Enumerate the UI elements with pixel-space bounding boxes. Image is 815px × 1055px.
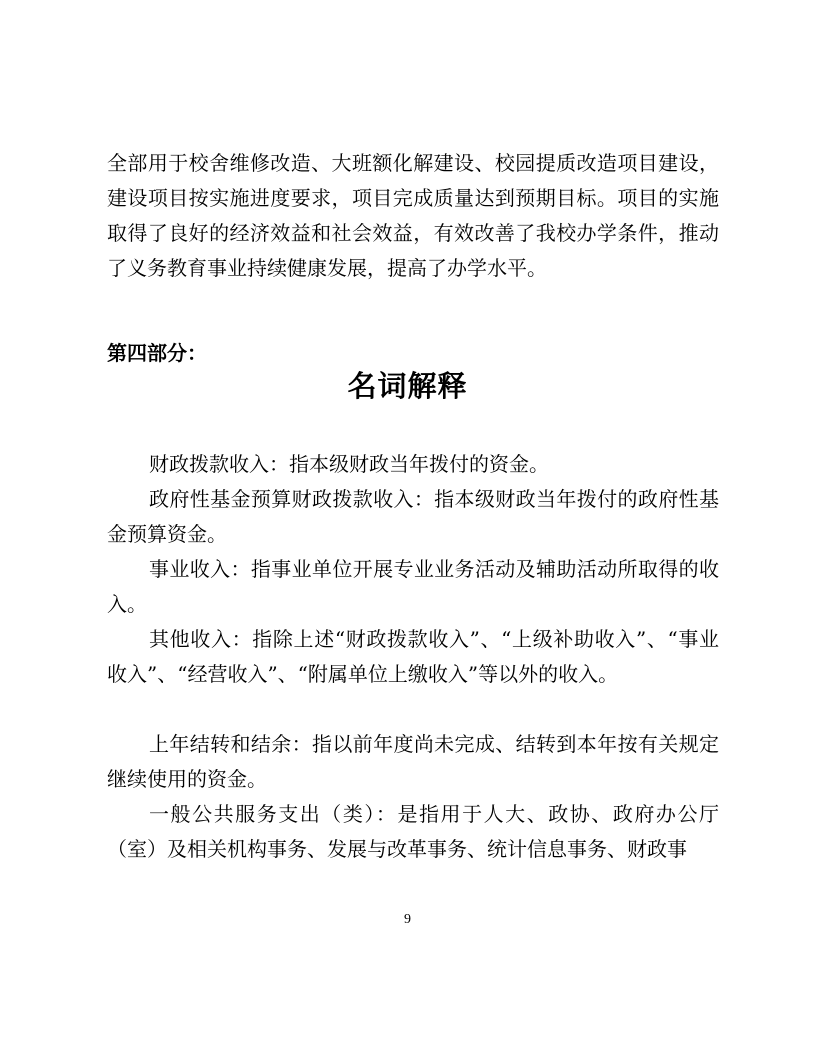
definition-paragraph: 其他收入：指除上述“财政拨款收入”、“上级补助收入”、“事业收入”、“经营收入”、“附属单位上缴收入”等以外的收入。	[107, 627, 719, 686]
intro-paragraph: 全部用于校舍维修改造、大班额化解建设、校园提质改造项目建设，建设项目按实施进度要求，项目完成质量达到预期目标。项目的实施取得了良好的经济效益和社会效益，有效改善了我校办学条件，推动了义务教育事业持续健康发展，提高了办学水平。	[107, 151, 719, 280]
definition-paragraph: 政府性基金预算财政拨款收入：指本级财政当年拨付的政府性基金预算资金。	[107, 487, 719, 546]
section-label: 第四部分：	[107, 341, 207, 365]
definition-paragraph: 上年结转和结余：指以前年度尚未完成、结转到本年按有关规定继续使用的资金。	[107, 732, 719, 791]
definition-paragraph: 财政拨款收入：指本级财政当年拨付的资金。	[149, 452, 549, 476]
definition-paragraph: 一般公共服务支出（类）：是指用于人大、政协、政府办公厅（室）及相关机构事务、发展与改革事务、统计信息事务、财政事	[107, 802, 719, 861]
definition-paragraph: 事业收入：指事业单位开展专业业务活动及辅助活动所取得的收入。	[107, 557, 719, 616]
section-title: 名词解释	[347, 369, 468, 403]
page-number: 9	[404, 912, 411, 927]
